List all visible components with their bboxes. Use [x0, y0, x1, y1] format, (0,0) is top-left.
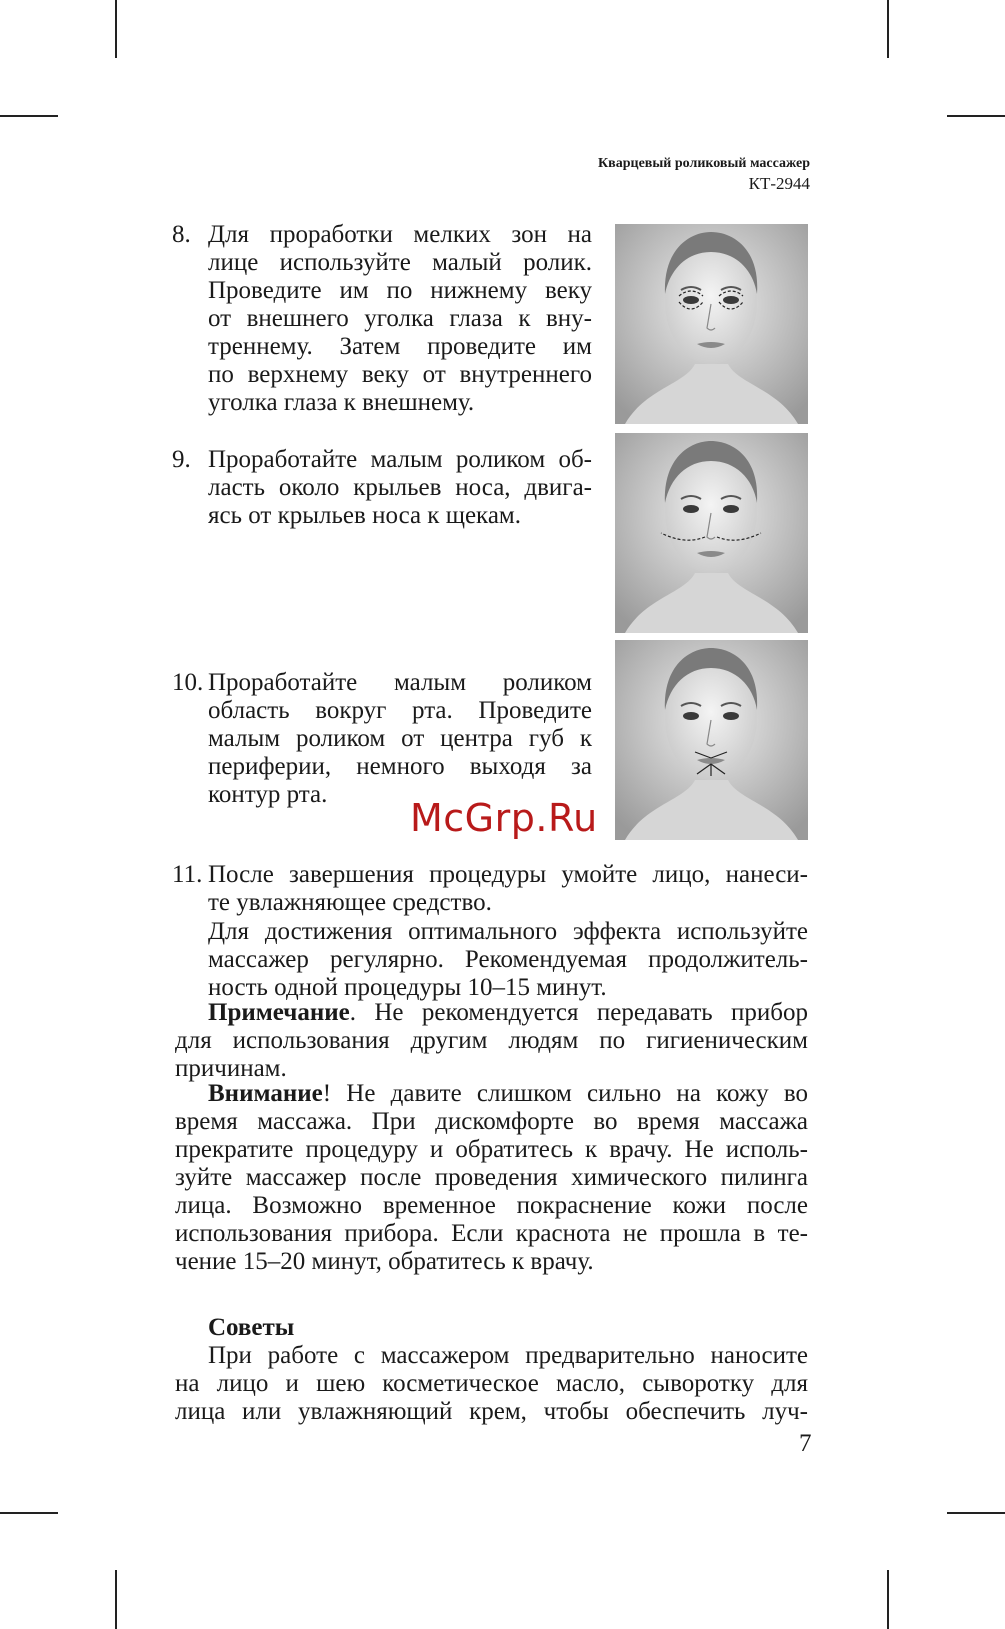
crop-mark [115, 0, 117, 58]
note-label: Примечание [208, 999, 350, 1026]
step-text: После завершения процедуры умойте лицо, нанеси- те увлажняющее средство. [208, 861, 808, 916]
regular-use-paragraph: Для достижения оптимального эффекта используйте массажер регулярно. Рекомендуемая продолжитель- ность одной процедуры 10–15 минут. [208, 918, 808, 1001]
tips-heading: Советы [208, 1314, 295, 1341]
crop-mark [887, 0, 889, 58]
crop-mark [947, 115, 1005, 117]
header-model: КТ-2944 [748, 174, 810, 193]
step-number: 9. [172, 446, 191, 473]
step-number: 8. [172, 221, 191, 248]
tips-paragraph: При работе с массажером предварительно наносите на лицо и шею косметическое масло, сыворотку для лица или увлажняющий крем, чтобы обеспечить луч- [175, 1342, 808, 1425]
face-photo [615, 433, 808, 633]
step-text: Проработайте малым роликом область вокруг рта. Проведите малым роликом от центра губ к периферии, немного выходя за контур рта. [208, 669, 592, 808]
crop-mark [115, 1570, 117, 1629]
page-number: 7 [799, 1430, 812, 1457]
face-mouth-zone-illustration [615, 640, 808, 840]
step-9 [172, 446, 592, 536]
step-number: 10. [172, 669, 204, 696]
warning-paragraph: Внимание! Не давите слишком сильно на кожу во время массажа. При дискомфорте во время массажа прекратите процедуру и обратитесь к врачу. Не исполь- зуйте массажер после проведения химического пилинга лица. Возможно временное покраснение кожи после использования прибора. Если краснота не прошла в те- чение 15–20 минут, обратитесь к врачу. [175, 1080, 808, 1275]
step-11 [172, 861, 808, 921]
step-8 [172, 221, 592, 421]
warning-label: Внимание [208, 1080, 323, 1107]
crop-mark [887, 1570, 889, 1629]
step-number: 11. [172, 861, 203, 888]
crop-mark [0, 1512, 58, 1514]
crop-mark [0, 115, 58, 117]
face-photo [615, 224, 808, 424]
header-title: Кварцевый роликовый массажер [598, 156, 810, 171]
face-photo [615, 640, 808, 840]
face-nose-zone-illustration [615, 433, 808, 633]
step-text: Проработайте малым роликом об- ласть около крыльев носа, двига- ясь от крыльев носа к щекам. [208, 446, 592, 529]
crop-mark [947, 1512, 1005, 1514]
step-10 [172, 669, 592, 814]
page-header [598, 154, 810, 194]
watermark: McGrp.Ru [410, 796, 598, 840]
face-eye-zone-illustration [615, 224, 808, 424]
note-paragraph: Примечание. Не рекомендуется передавать прибор для использования другим людям по гигиеническим причинам. [175, 999, 808, 1082]
step-text: Для проработки мелких зон на лице используйте малый ролик. Проведите им по нижнему веку от внешнего уголка глаза к вну- треннему. Затем проведите им по верхнему веку от внутреннего уголка глаза к внешнему. [208, 221, 592, 416]
